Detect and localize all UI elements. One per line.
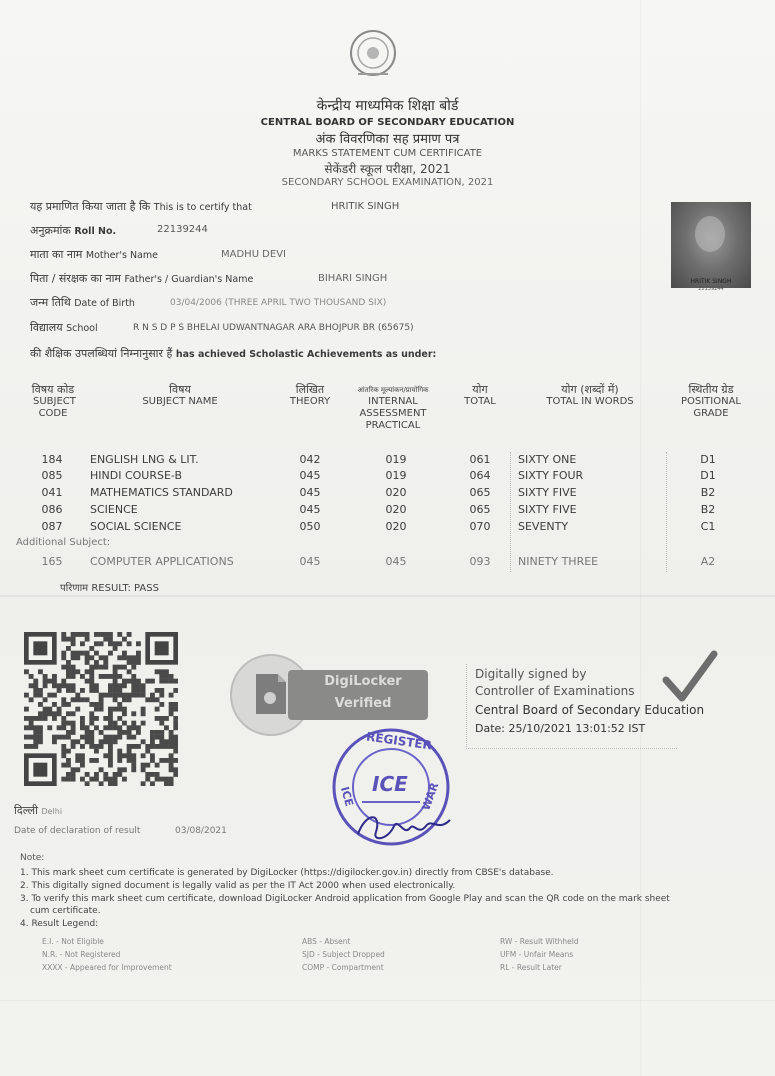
header-subject-name [120, 384, 240, 408]
header-total-in-words [530, 384, 650, 408]
header-english: SUBJECT NAME [142, 396, 218, 407]
signature-line-3: Central Board of Secondary Education [475, 703, 705, 717]
photo-subcaption: 22139244 [698, 286, 724, 292]
cell-theory: 045 [299, 503, 321, 516]
school-name: R N S D P S BHELAI UDWANTNAGAR ARA BHOJPUR BR (65675) [133, 323, 414, 333]
legend-item: COMP - Compartment [302, 963, 384, 972]
column-separator [666, 452, 667, 572]
header-theory [278, 384, 342, 408]
dob-hindi: जन्म तिथि [30, 296, 71, 309]
verification-qr-code[interactable] [24, 632, 178, 786]
header-hindi: योग (शब्दों में) [561, 383, 619, 396]
cell-grade: B2 [700, 486, 716, 499]
mother-hindi: माता का नाम [30, 248, 83, 261]
cell-total: 070 [469, 520, 491, 533]
father-hindi: पिता / संरक्षक का नाम [30, 272, 122, 285]
header-hindi: स्थितीय ग्रेड [688, 383, 734, 396]
cell-theory: 045 [299, 469, 321, 482]
stamp-top-text: REGISTER [365, 729, 433, 753]
father-name: BIHARI SINGH [318, 273, 388, 284]
cell-words: SIXTY FIVE [518, 486, 577, 499]
cell-name: SOCIAL SCIENCE [90, 520, 182, 533]
cell-ia: 019 [385, 469, 407, 482]
header-internal-assessment [350, 384, 436, 432]
additional-subject-label: Additional Subject: [16, 537, 111, 548]
board-name-hindi: केन्द्रीय माध्यमिक शिक्षा बोर्ड [316, 98, 459, 114]
cell-name: COMPUTER APPLICATIONS [90, 555, 234, 568]
achievement-label [30, 346, 436, 361]
header-hindi: विषय कोड [31, 383, 75, 396]
cell-code: 085 [41, 469, 63, 482]
cell-theory: 050 [299, 520, 321, 533]
declaration-date: 03/08/2021 [175, 826, 227, 836]
notes-title: Note: [20, 853, 45, 863]
cell-grade: A2 [700, 555, 716, 568]
stamp-bottom-text: WAR [419, 780, 442, 813]
header-english: INTERNAL ASSESSMENT PRACTICAL [359, 396, 427, 431]
cell-name: MATHEMATICS STANDARD [90, 486, 233, 499]
mother-name: MADHU DEVI [221, 249, 286, 260]
school-hindi: विद्यालय [30, 321, 63, 334]
page-fold [0, 595, 775, 597]
document-title: MARKS STATEMENT CUM CERTIFICATE [292, 148, 483, 159]
page-fold [0, 1000, 775, 1001]
student-name: HRITIK SINGH [331, 201, 400, 212]
place-hindi: दिल्ली [14, 804, 38, 817]
digilocker-title: DigiLocker [324, 674, 402, 689]
header-hindi: लिखित [295, 383, 325, 396]
certify-hindi: यह प्रमाणित किया जाता है कि [30, 200, 151, 213]
note-item: 2. This digitally signed document is legally valid as per the IT Act 2000 when used electronically. [20, 881, 456, 891]
father-label [30, 271, 253, 286]
cell-total: 064 [469, 469, 491, 482]
photo-caption: HRITIK SINGH [690, 278, 732, 285]
page-fold [640, 0, 641, 1076]
verified-check-icon [660, 648, 720, 708]
cell-name: SCIENCE [90, 503, 138, 516]
legend-item: UFM - Unfair Means [500, 950, 574, 959]
cell-total: 093 [469, 555, 491, 568]
handwritten-signature [352, 806, 456, 846]
certify-label [30, 199, 252, 214]
exam-name: SECONDARY SCHOOL EXAMINATION, 2021 [281, 177, 494, 188]
place-english: Delhi [41, 807, 63, 816]
student-photo [671, 202, 751, 288]
roll-hindi: अनुक्रमांक [30, 224, 71, 237]
legend-item: SJD - Subject Dropped [302, 950, 385, 959]
note-item: 1. This mark sheet cum certificate is generated by DigiLocker (https://digilocker.gov.in) directly from CBSE's database. [20, 868, 554, 878]
cbse-logo-icon [348, 22, 398, 84]
signature-line-2: Controller of Examinations [475, 684, 635, 698]
dob-english: Date of Birth [74, 298, 135, 309]
result-value: RESULT: PASS [91, 583, 159, 594]
mother-label [30, 247, 158, 262]
cell-grade: D1 [700, 469, 716, 482]
header-hindi: विषय [169, 383, 191, 396]
header-english: POSITIONAL GRADE [680, 396, 742, 419]
legend-item: XXXX - Appeared for Improvement [42, 963, 172, 972]
result-label [60, 580, 159, 594]
stamp-center-text: ICE [372, 772, 408, 796]
cell-ia: 020 [385, 503, 407, 516]
cell-theory: 045 [299, 486, 321, 499]
cell-code: 086 [41, 503, 63, 516]
certify-english: This is to certify that [153, 202, 252, 213]
cell-ia: 020 [385, 486, 407, 499]
cell-words: SIXTY ONE [518, 453, 577, 466]
cell-theory: 045 [299, 555, 321, 568]
achievement-hindi: की शैक्षिक उपलब्धियां निम्नानुसार हैं [30, 347, 173, 360]
note-item: cum certificate. [30, 906, 101, 916]
cell-ia: 020 [385, 520, 407, 533]
signature-line-1: Digitally signed by [475, 667, 587, 681]
photo-face [695, 216, 725, 252]
cell-grade: D1 [700, 453, 716, 466]
cell-code: 087 [41, 520, 63, 533]
header-hindi: योग [472, 383, 488, 396]
header-english: SUBJECT CODE [33, 396, 76, 419]
cell-grade: B2 [700, 503, 716, 516]
cell-grade: C1 [700, 520, 716, 533]
note-item: 3. To verify this mark sheet cum certificate, download DigiLocker Android application from Google Play and scan the QR code on the mark sheet [20, 894, 670, 904]
legend-item: E.I. - Not Eligible [42, 937, 104, 946]
stamp-left-text: ICE [338, 785, 356, 808]
school-english: School [66, 323, 98, 334]
header-subject-code [14, 384, 92, 420]
header-english: TOTAL IN WORDS [546, 396, 634, 407]
header-total [452, 384, 508, 408]
legend-item: RW - Result Withheld [500, 937, 579, 946]
cell-code: 041 [41, 486, 63, 499]
cell-code: 165 [41, 555, 63, 568]
date-of-birth: 03/04/2006 (THREE APRIL TWO THOUSAND SIX) [170, 298, 387, 308]
cell-words: SIXTY FOUR [518, 469, 584, 482]
header-english: TOTAL [464, 396, 496, 407]
digilocker-verified-text: Verified [334, 696, 392, 711]
cell-ia: 019 [385, 453, 407, 466]
declaration-label: Date of declaration of result [14, 826, 141, 836]
cell-ia: 045 [385, 555, 407, 568]
cell-total: 065 [469, 503, 491, 516]
cell-words: SIXTY FIVE [518, 503, 577, 516]
dob-label [30, 295, 135, 310]
place-label [14, 803, 62, 818]
roll-label [30, 223, 116, 238]
cell-total: 065 [469, 486, 491, 499]
cell-code: 184 [41, 453, 63, 466]
roll-number: 22139244 [157, 224, 208, 235]
father-english: Father's / Guardian's Name [124, 274, 254, 285]
header-positional-grade [666, 384, 756, 420]
mother-english: Mother's Name [85, 250, 158, 261]
cell-theory: 042 [299, 453, 321, 466]
legend-item: N.R. - Not Registered [42, 950, 121, 959]
legend-item: RL - Result Later [500, 963, 562, 972]
note-item: 4. Result Legend: [20, 919, 99, 929]
legend-item: ABS - Absent [302, 937, 351, 946]
exam-hindi: सेकेंडरी स्कूल परीक्षा, 2021 [324, 162, 451, 176]
school-label [30, 320, 98, 335]
signature-date: Date: 25/10/2021 13:01:52 IST [475, 722, 646, 735]
cell-name: ENGLISH LNG & LIT. [90, 453, 199, 466]
result-hindi: परिणाम [60, 583, 89, 594]
column-separator [510, 452, 511, 572]
header-hindi: आंतरिक मूल्यांकन/प्रायोगिक [357, 386, 429, 394]
title-hindi: अंक विवरणिका सह प्रमाण पत्र [315, 132, 460, 147]
header-english: THEORY [289, 396, 331, 407]
roll-english: Roll No. [74, 226, 117, 237]
cell-name: HINDI COURSE-B [90, 469, 183, 482]
achievement-english: has achieved Scholastic Achievements as under: [175, 349, 437, 360]
board-name: CENTRAL BOARD OF SECONDARY EDUCATION [260, 117, 515, 128]
cell-words: NINETY THREE [518, 555, 599, 568]
cell-total: 061 [469, 453, 491, 466]
cell-words: SEVENTY [518, 520, 569, 533]
